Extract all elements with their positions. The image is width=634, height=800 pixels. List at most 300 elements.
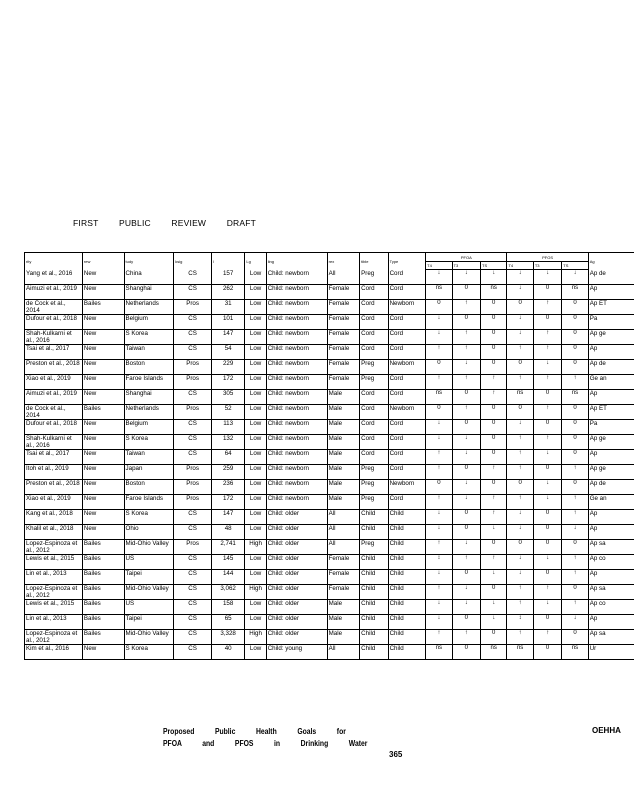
table-cell: Preg: [360, 480, 388, 495]
table-cell: Faroe Islands: [124, 375, 174, 390]
table-cell: Cord: [388, 315, 426, 330]
table-cell: 0: [533, 540, 561, 555]
table-cell: Cord: [388, 375, 426, 390]
table-cell: Khalil et al., 2018: [25, 525, 83, 540]
table-row: [25, 420, 634, 435]
table-cell: Low: [245, 390, 266, 405]
table-cell: ↓: [426, 420, 452, 435]
table-cell: 0: [533, 615, 561, 630]
table-cell: ↑: [507, 495, 533, 510]
table-cell: ↓: [426, 510, 452, 525]
table-cell: Bailes: [82, 585, 124, 600]
table-cell: 0: [481, 585, 507, 600]
table-cell: ↓: [426, 570, 452, 585]
table-cell: ns: [562, 390, 588, 405]
table-cell: New: [82, 345, 124, 360]
table-row: [25, 495, 634, 510]
table-cell: CS: [174, 435, 212, 450]
table-cell: Low: [245, 435, 266, 450]
table-cell: CS: [174, 630, 212, 645]
table-cell: Child: newborn: [266, 450, 327, 465]
table-cell: ↑: [507, 465, 533, 480]
table-cell: Tsai et al., 2017: [25, 345, 83, 360]
table-cell: Ap sa: [588, 630, 634, 645]
table-cell: Xiao et al., 2019: [25, 375, 83, 390]
table-cell: Low: [245, 600, 266, 615]
table-cell: Low: [245, 360, 266, 375]
table-cell: Low: [245, 495, 266, 510]
table-cell: Lopez-Espinoza et al., 2012: [25, 540, 83, 555]
table-cell: ↓: [452, 540, 480, 555]
table-cell: 157: [211, 270, 245, 285]
table-cell: Preg: [360, 375, 388, 390]
header-row-groups: [25, 253, 634, 262]
table-cell: ↕: [507, 615, 533, 630]
table-cell: Low: [245, 315, 266, 330]
table-cell: 3,328: [211, 630, 245, 645]
table-cell: ↑: [507, 450, 533, 465]
table-cell: Cord: [360, 345, 388, 360]
table-cell: ↑: [533, 435, 561, 450]
table-cell: ns: [426, 285, 452, 300]
table-cell: 2,741: [211, 540, 245, 555]
table-cell: Aimuzi et al., 2019: [25, 390, 83, 405]
table-cell: Child: [360, 645, 388, 660]
table-cell: All: [327, 540, 360, 555]
table-cell: Pros: [174, 495, 212, 510]
table-cell: Mid-Ohio Valley: [124, 585, 174, 600]
table-cell: 262: [211, 285, 245, 300]
table-cell: New: [82, 495, 124, 510]
table-cell: ↑: [481, 375, 507, 390]
table-cell: de Cock et al., 2014: [25, 300, 83, 315]
table-cell: 0: [562, 360, 588, 375]
col-header: ksig: [174, 253, 212, 270]
table-cell: ↑: [507, 600, 533, 615]
table-cell: ↑: [426, 450, 452, 465]
table-cell: ↑: [452, 345, 480, 360]
table-cell: Ohio: [124, 525, 174, 540]
table-row: [25, 600, 634, 615]
table-cell: Bailes: [82, 615, 124, 630]
group-header-pfos: PFOS: [507, 253, 588, 262]
table-cell: Newborn: [388, 300, 426, 315]
table-cell: ↓: [507, 330, 533, 345]
table-cell: ↓: [562, 615, 588, 630]
table-cell: Newborn: [388, 405, 426, 420]
footer-line-1: Proposed Public Health Goals for: [163, 727, 346, 736]
table-cell: Male: [327, 600, 360, 615]
table-cell: Child: newborn: [266, 270, 327, 285]
table-cell: Child: [388, 600, 426, 615]
table-row: [25, 480, 634, 495]
table-cell: Child: [360, 510, 388, 525]
table-cell: Low: [245, 465, 266, 480]
table-cell: High: [245, 540, 266, 555]
table-cell: ns: [562, 645, 588, 660]
table-cell: 0: [533, 420, 561, 435]
table-cell: Preg: [360, 495, 388, 510]
table-cell: 0: [533, 390, 561, 405]
table-cell: 0: [426, 405, 452, 420]
table-cell: Bailes: [82, 570, 124, 585]
table-cell: Child: older: [266, 525, 327, 540]
study-results-table: [24, 252, 634, 660]
table-cell: Child: newborn: [266, 300, 327, 315]
table-cell: Ap: [588, 525, 634, 540]
table-cell: Ap sa: [588, 585, 634, 600]
table-cell: Lewis et al., 2015: [25, 555, 83, 570]
table-cell: 0: [481, 450, 507, 465]
col-header: ling: [266, 253, 327, 270]
footer-line-2: PFOA and PFOS in Drinking Water: [163, 739, 368, 748]
table-cell: Low: [245, 615, 266, 630]
table-cell: Female: [327, 315, 360, 330]
table-cell: Child: older: [266, 555, 327, 570]
table-cell: ↓: [533, 555, 561, 570]
table-row: [25, 555, 634, 570]
table-cell: ↑: [426, 375, 452, 390]
table-cell: 259: [211, 465, 245, 480]
table-cell: 0: [426, 300, 452, 315]
table-cell: Taipei: [124, 615, 174, 630]
table-cell: Male: [327, 450, 360, 465]
table-cell: ↑: [426, 630, 452, 645]
table-cell: Child: older: [266, 510, 327, 525]
table-cell: ↑: [426, 465, 452, 480]
table-cell: Pros: [174, 465, 212, 480]
table-cell: ↓: [426, 435, 452, 450]
table-cell: Cord: [388, 450, 426, 465]
table-cell: New: [82, 315, 124, 330]
table-cell: ↑: [533, 375, 561, 390]
table-cell: Low: [245, 555, 266, 570]
table-cell: ↓: [452, 450, 480, 465]
table-cell: 0: [481, 540, 507, 555]
table-cell: ↑: [507, 630, 533, 645]
table-cell: Female: [327, 330, 360, 345]
table-cell: All: [327, 510, 360, 525]
table-cell: Low: [245, 270, 266, 285]
table-cell: 0: [562, 585, 588, 600]
table-cell: ↓: [426, 270, 452, 285]
table-cell: ↑: [481, 510, 507, 525]
table-cell: Itoh et al., 2019: [25, 465, 83, 480]
agency-label: OEHHA: [592, 726, 621, 735]
table-cell: Child: [388, 615, 426, 630]
table-cell: 0: [562, 405, 588, 420]
table-cell: Male: [327, 435, 360, 450]
table-cell: Preg: [360, 465, 388, 480]
table-cell: 101: [211, 315, 245, 330]
table-cell: CS: [174, 645, 212, 660]
table-cell: S Korea: [124, 645, 174, 660]
table-cell: New: [82, 390, 124, 405]
table-cell: CS: [174, 345, 212, 360]
table-cell: 0: [481, 435, 507, 450]
table-cell: New: [82, 270, 124, 285]
table-cell: Lin et al., 2013: [25, 570, 83, 585]
table-cell: New: [82, 435, 124, 450]
table-cell: S Korea: [124, 330, 174, 345]
table-cell: Cord: [388, 390, 426, 405]
table-cell: Shanghai: [124, 390, 174, 405]
table-cell: CS: [174, 570, 212, 585]
table-cell: ↓: [426, 615, 452, 630]
table-cell: Netherlands: [124, 300, 174, 315]
table-cell: ↑: [452, 300, 480, 315]
table-cell: ns: [507, 390, 533, 405]
table-row: [25, 540, 634, 555]
table-cell: Male: [327, 405, 360, 420]
table-cell: 113: [211, 420, 245, 435]
table-cell: ns: [562, 285, 588, 300]
table-row: [25, 435, 634, 450]
table-cell: Child: newborn: [266, 465, 327, 480]
table-row: [25, 570, 634, 585]
table-cell: New: [82, 525, 124, 540]
table-cell: ↑: [562, 510, 588, 525]
table-cell: 0: [562, 345, 588, 360]
table-cell: ↓: [533, 495, 561, 510]
table-cell: Child: newborn: [266, 495, 327, 510]
sub-col-header: T4: [426, 262, 452, 270]
draft-header: FIRST PUBLIC REVIEW DRAFT: [73, 218, 257, 228]
table-cell: Cord: [388, 420, 426, 435]
col-header: Ag: [588, 253, 634, 270]
table-cell: Shanghai: [124, 285, 174, 300]
table-cell: 0: [452, 645, 480, 660]
table-cell: Ap ge: [588, 435, 634, 450]
table-cell: ↓: [452, 480, 480, 495]
group-header-pfoa: PFOA: [426, 253, 507, 262]
table-cell: Cord: [360, 450, 388, 465]
table-cell: Low: [245, 420, 266, 435]
table-cell: Female: [327, 570, 360, 585]
table-cell: Child: newborn: [266, 435, 327, 450]
table-cell: Child: [388, 585, 426, 600]
table-cell: Cord: [388, 285, 426, 300]
col-header: Lg: [245, 253, 266, 270]
table-cell: ↓: [533, 450, 561, 465]
table-cell: 0: [481, 405, 507, 420]
table-cell: Ap: [588, 345, 634, 360]
table-cell: 0: [452, 570, 480, 585]
table-cell: 0: [562, 420, 588, 435]
table-cell: 0: [452, 465, 480, 480]
table-cell: Male: [327, 420, 360, 435]
table-cell: ns: [426, 645, 452, 660]
table-cell: China: [124, 270, 174, 285]
table-cell: Ap ge: [588, 330, 634, 345]
table-cell: Ur: [588, 645, 634, 660]
table-cell: Kim et al., 2016: [25, 645, 83, 660]
table-cell: Mid-Ohio Valley: [124, 630, 174, 645]
table-cell: Lewis et al., 2015: [25, 600, 83, 615]
table-cell: ↑: [426, 345, 452, 360]
table-row: [25, 405, 634, 420]
table-cell: Child: older: [266, 600, 327, 615]
table-cell: Ap sa: [588, 540, 634, 555]
table-cell: ↑: [533, 330, 561, 345]
table-cell: Low: [245, 480, 266, 495]
table-cell: Lopez-Espinoza et al., 2012: [25, 585, 83, 600]
sub-col-header: T3: [452, 262, 480, 270]
table-cell: 0: [426, 480, 452, 495]
table-cell: New: [82, 510, 124, 525]
table-cell: ↑: [426, 495, 452, 510]
table-cell: ↑: [533, 630, 561, 645]
table-cell: 52: [211, 405, 245, 420]
table-cell: ↓: [426, 600, 452, 615]
table-cell: New: [82, 330, 124, 345]
table-cell: Ap de: [588, 360, 634, 375]
table-cell: ↑: [452, 375, 480, 390]
table-cell: 158: [211, 600, 245, 615]
table-cell: ↓: [507, 270, 533, 285]
table-row: [25, 390, 634, 405]
table-cell: Low: [245, 330, 266, 345]
table-cell: CS: [174, 285, 212, 300]
table-cell: Female: [327, 555, 360, 570]
table-cell: 0: [507, 540, 533, 555]
table-cell: ↓: [481, 525, 507, 540]
table-cell: Low: [245, 525, 266, 540]
table-cell: Newborn: [388, 480, 426, 495]
table-cell: Pros: [174, 375, 212, 390]
table-cell: Boston: [124, 480, 174, 495]
col-header: tudy: [124, 253, 174, 270]
table-cell: Cord: [388, 435, 426, 450]
table-cell: Taipei: [124, 570, 174, 585]
table-cell: ↑: [562, 600, 588, 615]
col-header: rew: [82, 253, 124, 270]
table-cell: Xiao et al., 2019: [25, 495, 83, 510]
table-cell: Lopez-Espinoza et al., 2012: [25, 630, 83, 645]
table-cell: Child: newborn: [266, 285, 327, 300]
table-cell: 0: [481, 420, 507, 435]
table-cell: ↑: [452, 630, 480, 645]
table-cell: ↓: [533, 480, 561, 495]
table-cell: 0: [452, 390, 480, 405]
table-cell: Cord: [388, 345, 426, 360]
table-cell: Kang et al., 2018: [25, 510, 83, 525]
table-cell: ↑: [452, 555, 480, 570]
table-cell: Tsai et al., 2017: [25, 450, 83, 465]
table-cell: Ap de: [588, 480, 634, 495]
table-cell: Child: [388, 630, 426, 645]
table-cell: Aimuzi et al., 2019: [25, 285, 83, 300]
table-cell: Lin et al., 2013: [25, 615, 83, 630]
table-cell: 0: [562, 480, 588, 495]
table-cell: New: [82, 375, 124, 390]
table-cell: Ap ET: [588, 300, 634, 315]
table-cell: Child: older: [266, 540, 327, 555]
table-cell: Cord: [360, 330, 388, 345]
table-cell: 305: [211, 390, 245, 405]
table-cell: ↑: [562, 375, 588, 390]
table-cell: Low: [245, 510, 266, 525]
col-header: rex: [327, 253, 360, 270]
table-cell: ↓: [507, 525, 533, 540]
col-header: Type: [388, 253, 426, 270]
table-cell: Female: [327, 360, 360, 375]
table-cell: Preg: [360, 360, 388, 375]
table-cell: 48: [211, 525, 245, 540]
table-cell: CS: [174, 600, 212, 615]
table-cell: 0: [452, 615, 480, 630]
table-cell: Preston et al., 2018: [25, 480, 83, 495]
table-cell: CS: [174, 525, 212, 540]
table-cell: 0: [562, 540, 588, 555]
table-cell: Child: newborn: [266, 390, 327, 405]
table-cell: Ap: [588, 285, 634, 300]
table-cell: ↓: [507, 420, 533, 435]
table-cell: Cord: [360, 435, 388, 450]
table-cell: Child: newborn: [266, 375, 327, 390]
table-cell: 0: [533, 645, 561, 660]
table-cell: 0: [452, 285, 480, 300]
table-cell: Cord: [360, 405, 388, 420]
table-cell: Belgium: [124, 420, 174, 435]
table-cell: 0: [481, 300, 507, 315]
table-cell: ↑: [481, 465, 507, 480]
table-cell: ↑: [562, 495, 588, 510]
table-cell: 0: [533, 465, 561, 480]
table-cell: CS: [174, 330, 212, 345]
table-cell: Shah-Kulkarni et al., 2016: [25, 330, 83, 345]
table-cell: Low: [245, 450, 266, 465]
table-cell: ↓: [452, 495, 480, 510]
table-cell: Low: [245, 375, 266, 390]
table-cell: ↓: [507, 570, 533, 585]
table-cell: Child: [360, 630, 388, 645]
table-row: [25, 525, 634, 540]
table-cell: Child: [388, 510, 426, 525]
table-cell: CS: [174, 510, 212, 525]
table-cell: Ge an: [588, 375, 634, 390]
table-row: [25, 585, 634, 600]
table-cell: Male: [327, 465, 360, 480]
table-cell: 65: [211, 615, 245, 630]
table-cell: Taiwan: [124, 345, 174, 360]
table-cell: 0: [481, 480, 507, 495]
table-cell: ↕: [426, 555, 452, 570]
table-cell: Ap: [588, 615, 634, 630]
table-cell: ↓: [452, 270, 480, 285]
table-cell: ↓: [452, 435, 480, 450]
table-cell: ↓: [452, 585, 480, 600]
table-cell: Child: newborn: [266, 345, 327, 360]
table-cell: Ge an: [588, 495, 634, 510]
table-row: [25, 330, 634, 345]
table-cell: Preg: [360, 270, 388, 285]
table-cell: Dufour et al., 2018: [25, 315, 83, 330]
table-row: [25, 360, 634, 375]
table-cell: ↑: [481, 390, 507, 405]
table-cell: ns: [507, 645, 533, 660]
table-cell: CS: [174, 270, 212, 285]
table-cell: US: [124, 555, 174, 570]
table-cell: Dufour et al., 2018: [25, 420, 83, 435]
table-cell: Low: [245, 345, 266, 360]
table-cell: ↑: [533, 405, 561, 420]
table-cell: 0: [452, 315, 480, 330]
table-cell: ↓: [481, 570, 507, 585]
table-cell: US: [124, 600, 174, 615]
table-cell: All: [327, 270, 360, 285]
table-cell: Child: [388, 525, 426, 540]
